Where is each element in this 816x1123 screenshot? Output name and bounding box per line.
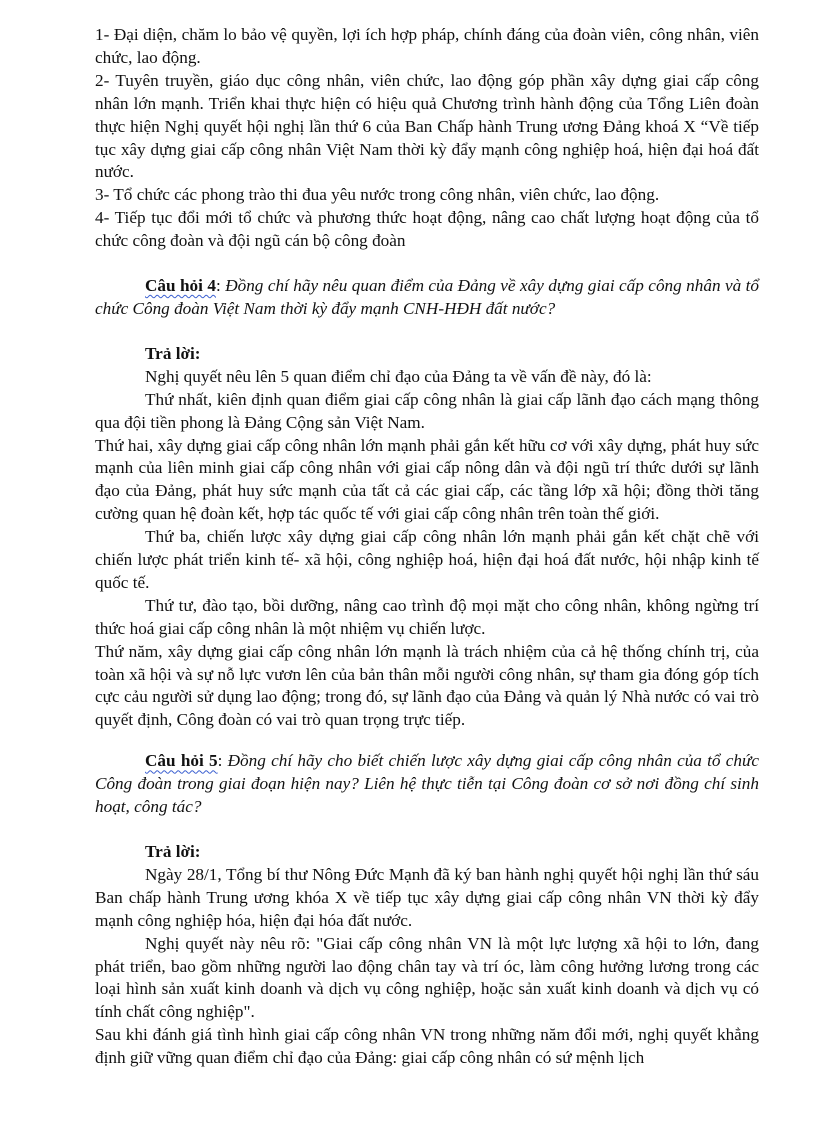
answer-4-paragraph: Thứ hai, xây dựng giai cấp công nhân lớn mạnh phải gắn kết hữu cơ với xây dựng, phát huy sức mạnh của liên minh giai cấp công nhân với giai cấp nông dân và đội ngũ trí thức dưới sự lãnh đạo của Đảng, phát huy sức mạnh của tất cả các giai cấp, các tầng lớp xã hội; đồng thời tăng cường quan hệ đoàn kết, hợp tác quốc tế với giai cấp công nhân trên toàn thế giới. <box>95 435 759 524</box>
question-4-label: Câu hỏi 4 <box>145 276 216 296</box>
answer-5-paragraph: Sau khi đánh giá tình hình giai cấp công nhân VN trong những năm đổi mới, nghị quyết khẳng định giữ vững quan điểm chỉ đạo của Đảng: giai cấp công nhân có sứ mệnh lịch <box>95 1025 759 1068</box>
question-5 <box>95 750 759 819</box>
question-5-colon: : <box>217 751 223 771</box>
answer-5-label: Trả lời: <box>145 842 201 861</box>
answer-4-paragraph: Nghị quyết nêu lên 5 quan điểm chỉ đạo của Đảng ta về vấn đề này, đó là: <box>145 366 652 386</box>
list-item-4: 4- Tiếp tục đổi mới tổ chức và phương thức hoạt động, nâng cao chất lượng hoạt động của tổ chức công đoàn và đội ngũ cán bộ công đoàn <box>95 208 759 251</box>
answer-5-paragraph: Ngày 28/1, Tổng bí thư Nông Đức Mạnh đã ký ban hành nghị quyết hội nghị lần thứ sáu Ban chấp hành Trung ương khóa X về tiếp tục xây dựng giai cấp công nhân VN thời kỳ đẩy mạnh công nghiệp hóa, hiện đại hóa đất nước. <box>95 864 759 930</box>
answer-4-label: Trả lời: <box>145 343 201 363</box>
list-item-1: 1- Đại diện, chăm lo bảo vệ quyền, lợi ích hợp pháp, chính đáng của đoàn viên, công nhân, viên chức, lao động. <box>95 25 759 67</box>
question-5-text: Đồng chí hãy cho biết chiến lược xây dựng giai cấp công nhân của tổ chức Công đoàn trong giai đoạn hiện nay? Liên hệ thực tiễn tại Công đoàn cơ sở nơi đồng chí sinh hoạt, công tác? <box>95 751 759 817</box>
list-item-2: 2- Tuyên truyền, giáo dục công nhân, viên chức, lao động góp phần xây dựng giai cấp công nhân lớn mạnh. Triển khai thực hiện có hiệu quả Chương trình hành động của Tổng Liên đoàn thực hiện Nghị quyết hội nghị lần thứ 6 của Ban Chấp hành Trung ương Đảng khoá X “Về tiếp tục xây dựng giai cấp công nhân Việt Nam thời kỳ đẩy mạnh công nghiệp hoá, hiện đại hoá đất nước. <box>95 70 759 182</box>
document-page <box>95 24 759 1070</box>
question-4 <box>95 275 759 321</box>
answer-4-paragraph: Thứ nhất, kiên định quan điểm giai cấp công nhân là giai cấp lãnh đạo cách mạng thông qua đội tiền phong là Đảng Cộng sản Việt Nam. <box>95 389 759 432</box>
question-5-label: Câu hỏi 5 <box>145 751 218 771</box>
answer-4-paragraph: Thứ ba, chiến lược xây dựng giai cấp công nhân lớn mạnh phải gắn kết chặt chẽ với chiến lược phát triển kinh tế- xã hội, công nghiệp hoá, hiện đại hoá đất nước, hội nhập kinh tế quốc tế. <box>95 527 759 592</box>
question-4-colon: : <box>215 276 221 296</box>
answer-4-paragraph: Thứ tư, đào tạo, bồi dưỡng, nâng cao trình độ mọi mặt cho công nhân, không ngừng trí thức hoá giai cấp công nhân là một nhiệm vụ chiến lược. <box>95 595 759 638</box>
answer-4-paragraph: Thứ năm, xây dựng giai cấp công nhân lớn mạnh là trách nhiệm của cả hệ thống chính trị, của toàn xã hội và sự nỗ lực vươn lên của bản thân mỗi người công nhân, sự tham gia đóng góp tích cực cảu người sử dụng lao động; trong đó, sự lãnh đạo của Đảng và quản lý Nhà nước có vai trò quyết định, Công đoàn có vai trò quan trọng trực tiếp. <box>95 641 759 730</box>
question-4-text: Đồng chí hãy nêu quan điểm của Đảng về xây dựng giai cấp công nhân và tổ chức Công đoàn Việt Nam thời kỳ đẩy mạnh CNH-HĐH đất nước? <box>95 276 759 318</box>
answer-5-paragraph: Nghị quyết này nêu rõ: "Giai cấp công nhân VN là một lực lượng xã hội to lớn, đang phát triển, bao gồm những người lao động chân tay và trí óc, làm công hưởng lương trong các loại hình sản xuất kinh doanh và dịch vụ công nghiệp, hoặc sản xuất kinh doanh và dịch vụ có tính chất công nghiệp". <box>95 933 759 1022</box>
list-item-3: 3- Tổ chức các phong trào thi đua yêu nước trong công nhân, viên chức, lao động. <box>95 185 660 205</box>
